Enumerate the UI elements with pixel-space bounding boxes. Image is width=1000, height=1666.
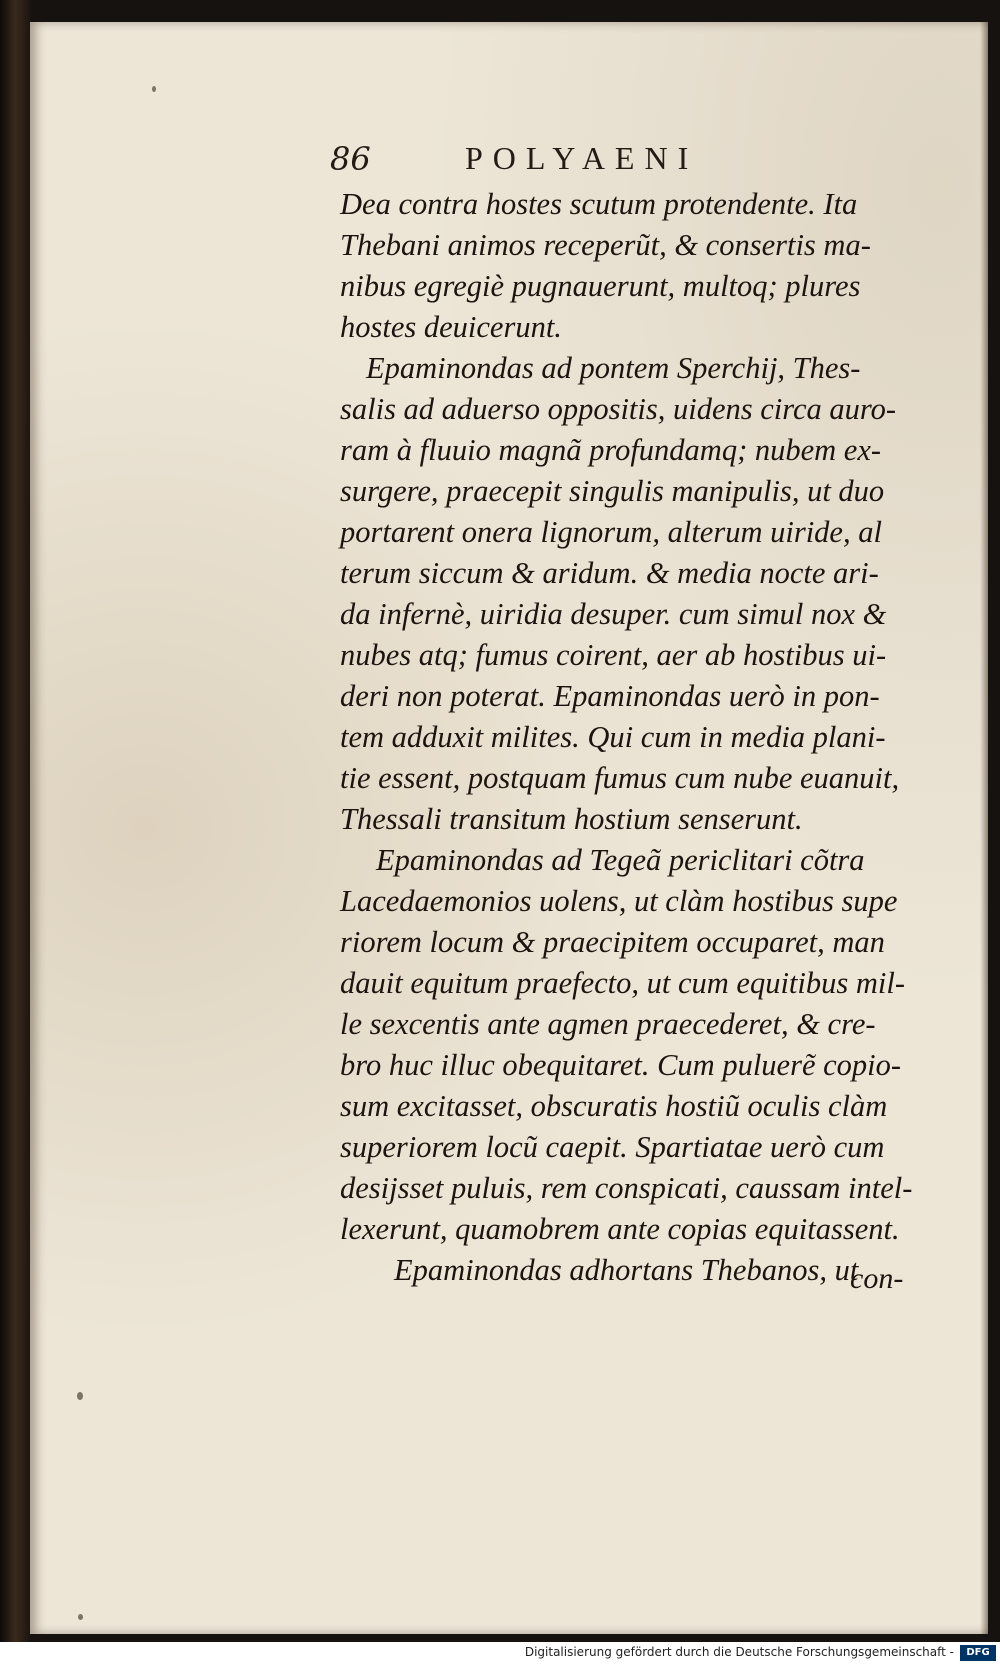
text-line: nibus egregiè pugnauerunt, multoq; plures [340,269,861,303]
binding-edge [0,0,30,1642]
text-line: Epaminondas adhortans Thebanos, ut [394,1253,859,1287]
text-line: Dea contra hostes scutum protendente. Ita [340,187,858,221]
paper-spot [152,86,156,92]
text-line: terum siccum & aridum. & media nocte ari- [340,556,879,590]
text-line: surgere, praecepit singulis manipulis, ut duo [340,474,885,508]
text-line: lexerunt, quamobrem ante copias equitassent. [340,1212,900,1246]
footer-bar [0,1642,1000,1666]
running-title: POLYAENI [465,140,699,176]
text-line: sum excitasset, obscuratis hostiũ oculis clàm [340,1089,888,1123]
page-edge-shadow [980,22,988,1634]
text-line: desijsset puluis, rem conspicati, caussam intel- [340,1171,913,1205]
text-line: dauit equitum praefecto, ut cum equitibus mil- [340,966,906,1000]
paper-spot [78,1614,83,1620]
text-line: bro huc illuc obequitaret. Cum puluerẽ copio- [340,1048,902,1082]
page-number: 86 [330,140,371,178]
dfg-logo: DFG [960,1645,996,1661]
text-line: deri non poterat. Epaminondas uerò in pon- [340,679,880,713]
text-line: superiorem locũ caepit. Spartiatae uerò cum [340,1130,885,1164]
text-line: riorem locum & praecipitem occuparet, man [340,925,885,959]
paper-spot [77,1392,83,1400]
text-line: Epaminondas ad Tegeã periclitari cõtra [376,843,865,877]
book-page [30,22,988,1634]
text-line: Thessali transitum hostium senserunt. [340,802,803,836]
text-line: hostes deuicerunt. [340,310,562,344]
text-line: Thebani animos receperũt, & consertis ma- [340,228,871,262]
text-line: nubes atq; fumus coirent, aer ab hostibus ui- [340,638,887,672]
text-line: tem adduxit milites. Qui cum in media plani- [340,720,886,754]
text-line: ram à fluuio magnã profundamq; nubem ex- [340,433,882,467]
text-line: tie essent, postquam fumus cum nube euanuit, [340,761,900,795]
text-line: salis ad aduerso oppositis, uidens circa auro- [340,392,897,426]
footer-credit: Digitalisierung gefördert durch die Deutsche Forschungsgemeinschaft - [524,1645,954,1659]
text-line: da infernè, uiridia desuper. cum simul nox & [340,597,887,631]
text-line: Lacedaemonios uolens, ut clàm hostibus supe [340,884,898,918]
catchword: con- [850,1262,904,1295]
text-line: le sexcentis ante agmen praecederet, & cre- [340,1007,876,1041]
text-line: portarent onera lignorum, alterum uiride, al [340,515,882,549]
text-line: Epaminondas ad pontem Sperchij, Thes- [366,351,861,385]
